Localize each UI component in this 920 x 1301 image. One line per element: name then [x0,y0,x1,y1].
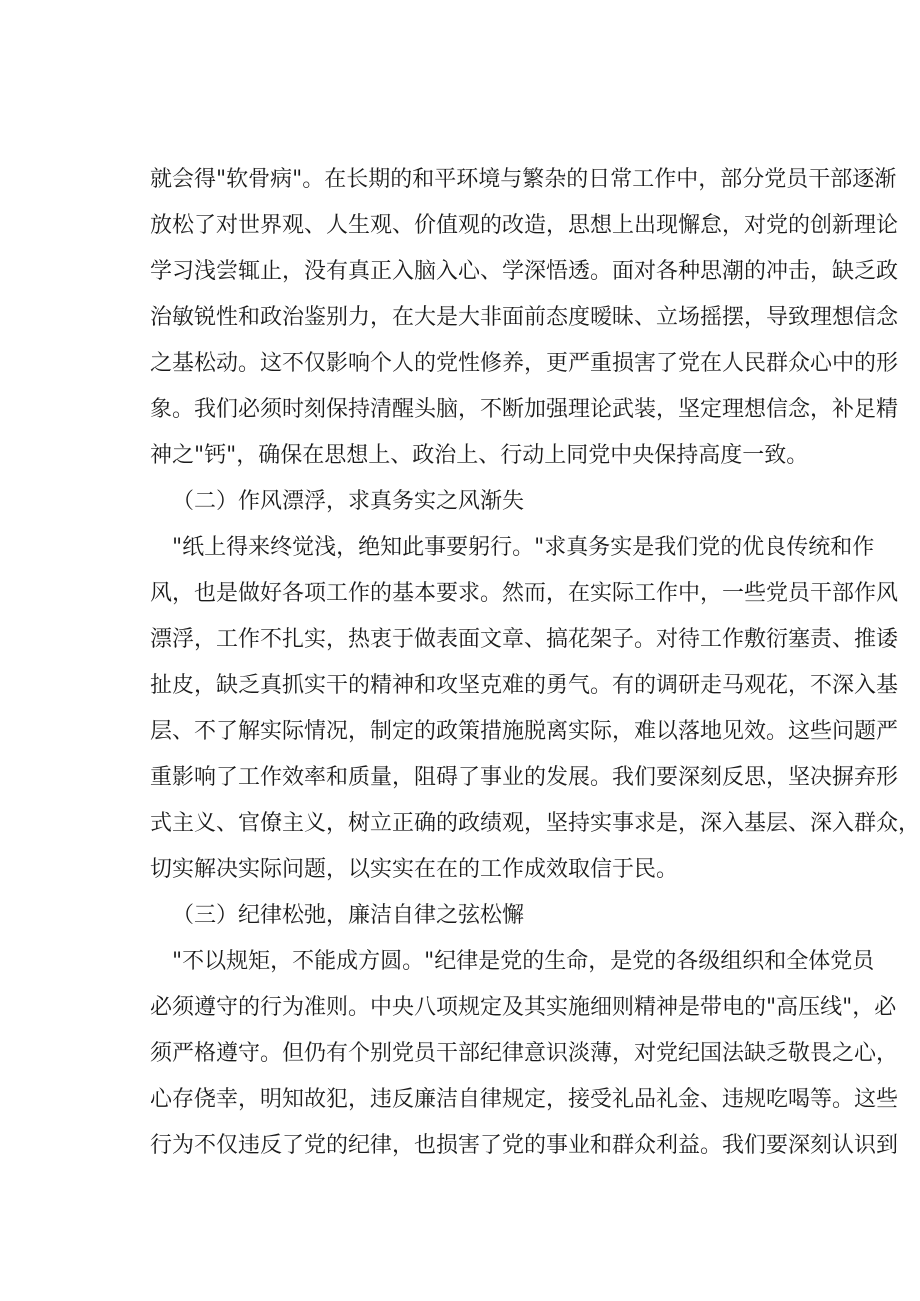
paragraph-line: 须严格遵守。但仍有个别党员干部纪律意识淡薄，对党纪国法缺乏敬畏之心， [150,1041,899,1066]
paragraph-line: 风，也是做好各项工作的基本要求。然而，在实际工作中，一些党员干部作风 [150,581,899,606]
paragraph-line: 心存侥幸，明知故犯，违反廉洁自律规定，接受礼品礼金、违规吃喝等。这些 [150,1087,899,1112]
section-heading-2: （二）作风漂浮，求真务实之风渐失 [172,489,525,514]
paragraph-line: 之基松动。这不仅影响个人的党性修养，更严重损害了党在人民群众心中的形 [150,351,899,376]
paragraph-line: 式主义、官僚主义，树立正确的政绩观，坚持实事求是，深入基层、深入群众， [150,811,920,836]
paragraph-line: 学习浅尝辄止，没有真正入脑入心、学深悟透。面对各种思潮的冲击，缺乏政 [150,259,899,284]
paragraph-line: 放松了对世界观、人生观、价值观的改造，思想上出现懈怠，对党的创新理论 [150,213,899,238]
paragraph-line: 必须遵守的行为准则。中央八项规定及其实施细则精神是带电的"高压线"，必 [150,995,897,1020]
paragraph-line: "纸上得来终觉浅，绝知此事要躬行。"求真务实是我们党的优良传统和作 [172,535,875,560]
paragraph-line: 象。我们必须时刻保持清醒头脑，不断加强理论武装，坚定理想信念，补足精 [150,397,899,422]
paragraph-line: 扯皮，缺乏真抓实干的精神和攻坚克难的勇气。有的调研走马观花，不深入基 [150,673,899,698]
paragraph-line: 层、不了解实际情况，制定的政策措施脱离实际，难以落地见效。这些问题严 [150,719,899,744]
paragraph-line: 治敏锐性和政治鉴别力，在大是大非面前态度暧昧、立场摇摆，导致理想信念 [150,305,899,330]
section-heading-3: （三）纪律松弛，廉洁自律之弦松懈 [172,903,525,928]
paragraph-line: 切实解决实际问题，以实实在在的工作成效取信于民。 [150,857,679,882]
paragraph-line: 神之"钙"，确保在思想上、政治上、行动上同党中央保持高度一致。 [150,443,809,468]
paragraph-line: 就会得"软骨病"。在长期的和平环境与繁杂的日常工作中，部分党员干部逐渐 [150,167,897,192]
paragraph-line: 行为不仅违反了党的纪律，也损害了党的事业和群众利益。我们要深刻认识到 [150,1133,899,1158]
paragraph-line: 重影响了工作效率和质量，阻碍了事业的发展。我们要深刻反思，坚决摒弃形 [150,765,899,790]
paragraph-line: "不以规矩，不能成方圆。"纪律是党的生命，是党的各级组织和全体党员 [172,949,875,974]
paragraph-line: 漂浮，工作不扎实，热衷于做表面文章、搞花架子。对待工作敷衍塞责、推诿 [150,627,899,652]
